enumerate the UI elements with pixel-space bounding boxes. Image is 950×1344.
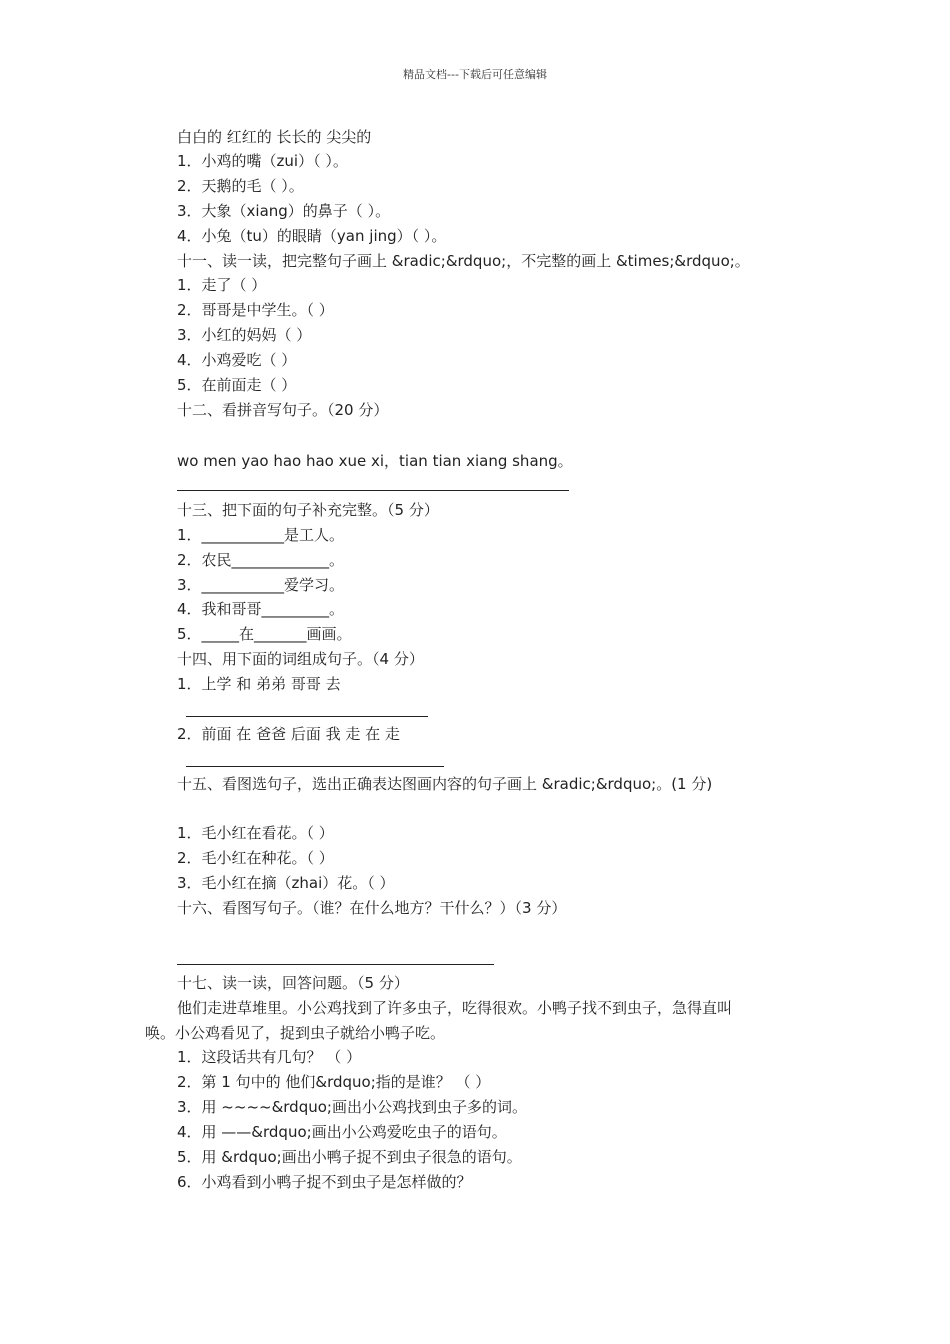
answer-line	[186, 766, 444, 767]
answer-line	[177, 964, 494, 965]
section-heading: 十六、看图写句子。（谁？在什么地方？干什么？）（3 分）	[177, 899, 567, 917]
question-line: 2．第 1 句中的 他们&rdquo;指的是谁？ （ ）	[177, 1073, 491, 1091]
question-line: 2．毛小红在种花。（ ）	[177, 849, 334, 867]
question-line: 1．毛小红在看花。（ ）	[177, 824, 334, 842]
question-line: 2．农民_____________。	[177, 551, 345, 569]
reading-passage: 唤。小公鸡看见了，捉到虫子就给小鸭子吃。	[145, 1024, 446, 1042]
question-line: 3．小红的妈妈（ ）	[177, 326, 312, 344]
question-line: 1．走了（ ）	[177, 276, 267, 294]
question-line: 2．哥哥是中学生。（ ）	[177, 301, 334, 319]
section-heading: 十七、读一读，回答问题。（5 分）	[177, 974, 409, 992]
question-line: 1．___________是工人。	[177, 526, 345, 544]
question-line: 4．我和哥哥_________。	[177, 600, 345, 618]
question-line: 1．小鸡的嘴（zui）（ ）。	[177, 152, 348, 170]
answer-line	[186, 716, 428, 717]
word-bank: 白白的 红红的 长长的 尖尖的	[177, 128, 372, 146]
section-heading: 十一、读一读，把完整句子画上 &radic;&rdquo;，不完整的画上 &times;&rdquo;。	[177, 252, 750, 270]
section-heading: 十四、用下面的词组成句子。（4 分）	[177, 650, 424, 668]
question-line: 5．在前面走（ ）	[177, 376, 297, 394]
section-heading: 十三、把下面的句子补充完整。（5 分）	[177, 501, 439, 519]
section-heading: 十五、看图选句子，选出正确表达图画内容的句子画上 &radic;&rdquo;。(1 分)	[177, 775, 713, 793]
question-line: 2．前面 在 爸爸 后面 我 走 在 走	[177, 725, 400, 743]
answer-line	[177, 490, 569, 491]
question-line: 4．用 ——&rdquo;画出小公鸡爱吃虫子的语句。	[177, 1123, 507, 1141]
question-line: 3．用 ~~~~&rdquo;画出小公鸡找到虫子多的词。	[177, 1098, 527, 1116]
question-line: 3．毛小红在摘（zhai）花。（ ）	[177, 874, 395, 892]
question-line: 3．大象（xiang）的鼻子（ ）。	[177, 202, 391, 220]
question-line: 5．_____在_______画画。	[177, 625, 352, 643]
question-line: 2．天鹅的毛（ ）。	[177, 177, 304, 195]
question-line: 4．小兔（tu）的眼睛（yan jing）（ ）。	[177, 227, 447, 245]
question-line: 1．这段话共有几句？ （ ）	[177, 1048, 362, 1066]
section-heading: 十二、看拼音写句子。（20 分）	[177, 401, 389, 419]
page-header: 精品文档---下载后可任意编辑	[403, 68, 547, 81]
question-line: 4．小鸡爱吃（ ）	[177, 351, 297, 369]
question-line: 1．上学 和 弟弟 哥哥 去	[177, 675, 341, 693]
question-line: 3．___________爱学习。	[177, 576, 345, 594]
pinyin-sentence: wo men yao hao hao xue xi，tian tian xiang shang。	[177, 452, 573, 470]
reading-passage: 他们走进草堆里。小公鸡找到了许多虫子，吃得很欢。小鸭子找不到虫子，急得直叫	[177, 999, 733, 1017]
question-line: 6．小鸡看到小鸭子捉不到虫子是怎样做的？	[177, 1173, 472, 1191]
question-line: 5．用 &rdquo;画出小鸭子捉不到虫子很急的语句。	[177, 1148, 522, 1166]
